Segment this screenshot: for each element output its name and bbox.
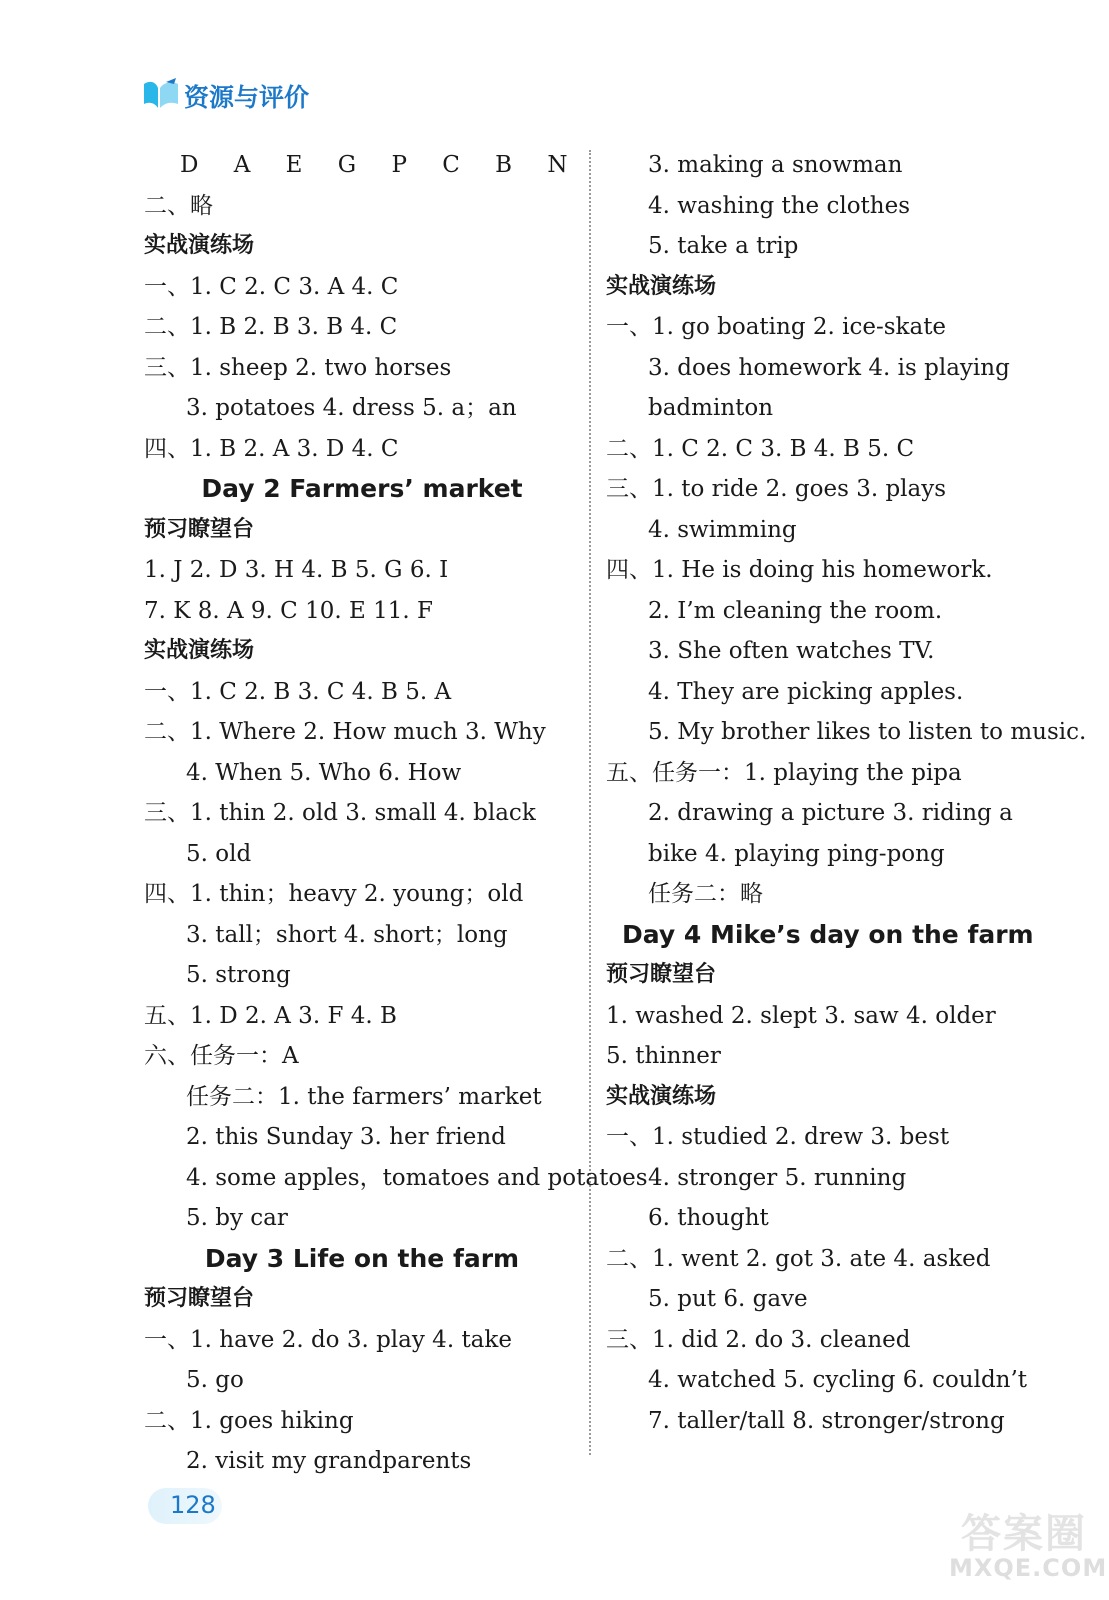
answer-line: 7. K 8. A 9. C 10. E 11. F xyxy=(144,597,433,624)
column-divider xyxy=(589,150,591,1455)
answer-line: 5. take a trip xyxy=(648,233,799,259)
answer-line: 三、1. thin 2. old 3. small 4. black xyxy=(144,800,536,826)
watermark-logo xyxy=(949,1502,1108,1592)
answer-line: 一、1. go boating 2. ice-skate xyxy=(606,314,947,340)
answer-line: 四、1. B 2. A 3. D 4. C xyxy=(144,435,399,462)
answer-line: badminton xyxy=(648,395,774,421)
answer-line: 2. I’m cleaning the room. xyxy=(648,597,943,624)
book-logo-icon xyxy=(140,78,180,112)
answer-line: 3. making a snowman xyxy=(648,152,903,178)
answer-line: 3. She often watches TV. xyxy=(648,638,935,664)
answer-line: 2. this Sunday 3. her friend xyxy=(186,1124,506,1150)
answer-line: 六、任务一：A xyxy=(144,1043,299,1069)
answer-line: 5. go xyxy=(186,1367,244,1393)
answer-line: 5. My brother likes to listen to music. xyxy=(648,719,1087,745)
section-heading: 实战演练场 xyxy=(144,233,255,258)
answer-line: 4. watched 5. cycling 6. couldn’t xyxy=(648,1367,1028,1393)
section-heading: 预习瞭望台 xyxy=(606,962,717,987)
answer-line: 任务二：略 xyxy=(648,881,763,907)
answer-line: 任务二：1. the farmers’ market xyxy=(186,1083,542,1110)
answer-line: 三、1. did 2. do 3. cleaned xyxy=(606,1326,911,1353)
answer-line: 一、1. studied 2. drew 3. best xyxy=(606,1124,950,1150)
answer-line: 4. When 5. Who 6. How xyxy=(186,759,462,786)
left-column xyxy=(144,145,648,1482)
watermark-site-text: MXQE.COM xyxy=(949,1554,1108,1582)
answer-line: 四、1. thin；heavy 2. young；old xyxy=(144,881,524,907)
answer-line: 三、1. sheep 2. two horses xyxy=(144,354,452,381)
answer-line: 二、1. went 2. got 3. ate 4. asked xyxy=(606,1245,991,1272)
answer-line: 7. taller/tall 8. stronger/strong xyxy=(648,1407,1005,1434)
answer-line: 三、1. to ride 2. goes 3. plays xyxy=(606,476,947,502)
section-heading: 实战演练场 xyxy=(144,638,255,663)
header-title: 资源与评价 xyxy=(184,83,310,112)
answer-line: 2. visit my grandparents xyxy=(186,1448,472,1474)
answer-line: 4. washing the clothes xyxy=(648,192,911,219)
answer-line: 5. strong xyxy=(186,962,291,988)
answer-line: 4. some apples，tomatoes and potatoes xyxy=(186,1164,648,1191)
answer-line: 6. thought xyxy=(648,1205,769,1231)
section-heading: 实战演练场 xyxy=(606,1083,717,1109)
answer-line: 1. J 2. D 3. H 4. B 5. G 6. I xyxy=(144,557,449,583)
page-number: 128 xyxy=(170,1491,216,1519)
answer-line: 5. thinner xyxy=(606,1043,721,1069)
answer-line: 4. stronger 5. running xyxy=(648,1164,907,1191)
answer-line: 二、1. C 2. C 3. B 4. B 5. C xyxy=(606,435,915,462)
answer-line: 3. does homework 4. is playing xyxy=(648,354,1010,381)
answer-line: 二、1. Where 2. How much 3. Why xyxy=(144,719,546,745)
answer-line: 二、1. B 2. B 3. B 4. C xyxy=(144,314,398,340)
answer-line: 5. old xyxy=(186,840,252,867)
answer-line: 一、1. C 2. C 3. A 4. C xyxy=(144,273,399,300)
answer-line: 3. potatoes 4. dress 5. a；an xyxy=(186,395,517,421)
answer-line: 四、1. He is doing his homework. xyxy=(606,557,993,583)
answer-line: 5. put 6. gave xyxy=(648,1286,808,1312)
section-heading: 预习瞭望台 xyxy=(144,1286,255,1311)
section-title: Day 3 Life on the farm xyxy=(204,1243,520,1273)
answer-line: 二、略 xyxy=(144,192,213,219)
section-heading: 实战演练场 xyxy=(606,273,717,299)
answer-line: D A E G P C B N xyxy=(180,152,582,178)
answer-line: 五、任务一：1. playing the pipa xyxy=(606,759,962,786)
answer-line: 4. They are picking apples. xyxy=(648,678,964,705)
answer-line: 4. swimming xyxy=(648,516,797,543)
watermark-logo-text: 答案圈 xyxy=(961,1511,1087,1557)
section-title: Day 2 Farmers’ market xyxy=(201,474,523,503)
answer-line: 一、1. have 2. do 3. play 4. take xyxy=(144,1326,512,1353)
answer-line: 3. tall；short 4. short；long xyxy=(186,921,508,948)
section-title: Day 4 Mike’s day on the farm xyxy=(622,919,1034,949)
right-column xyxy=(606,145,1087,1441)
answer-line: 一、1. C 2. B 3. C 4. B 5. A xyxy=(144,678,452,705)
answer-line: 5. by car xyxy=(186,1205,288,1231)
answer-line: 五、1. D 2. A 3. F 4. B xyxy=(144,1002,397,1029)
answer-line: 2. drawing a picture 3. riding a xyxy=(648,800,1013,826)
answer-line: 1. washed 2. slept 3. saw 4. older xyxy=(606,1002,996,1029)
answer-line: bike 4. playing ping-pong xyxy=(648,840,945,867)
section-heading: 预习瞭望台 xyxy=(144,516,255,542)
answer-line: 二、1. goes hiking xyxy=(144,1407,354,1434)
